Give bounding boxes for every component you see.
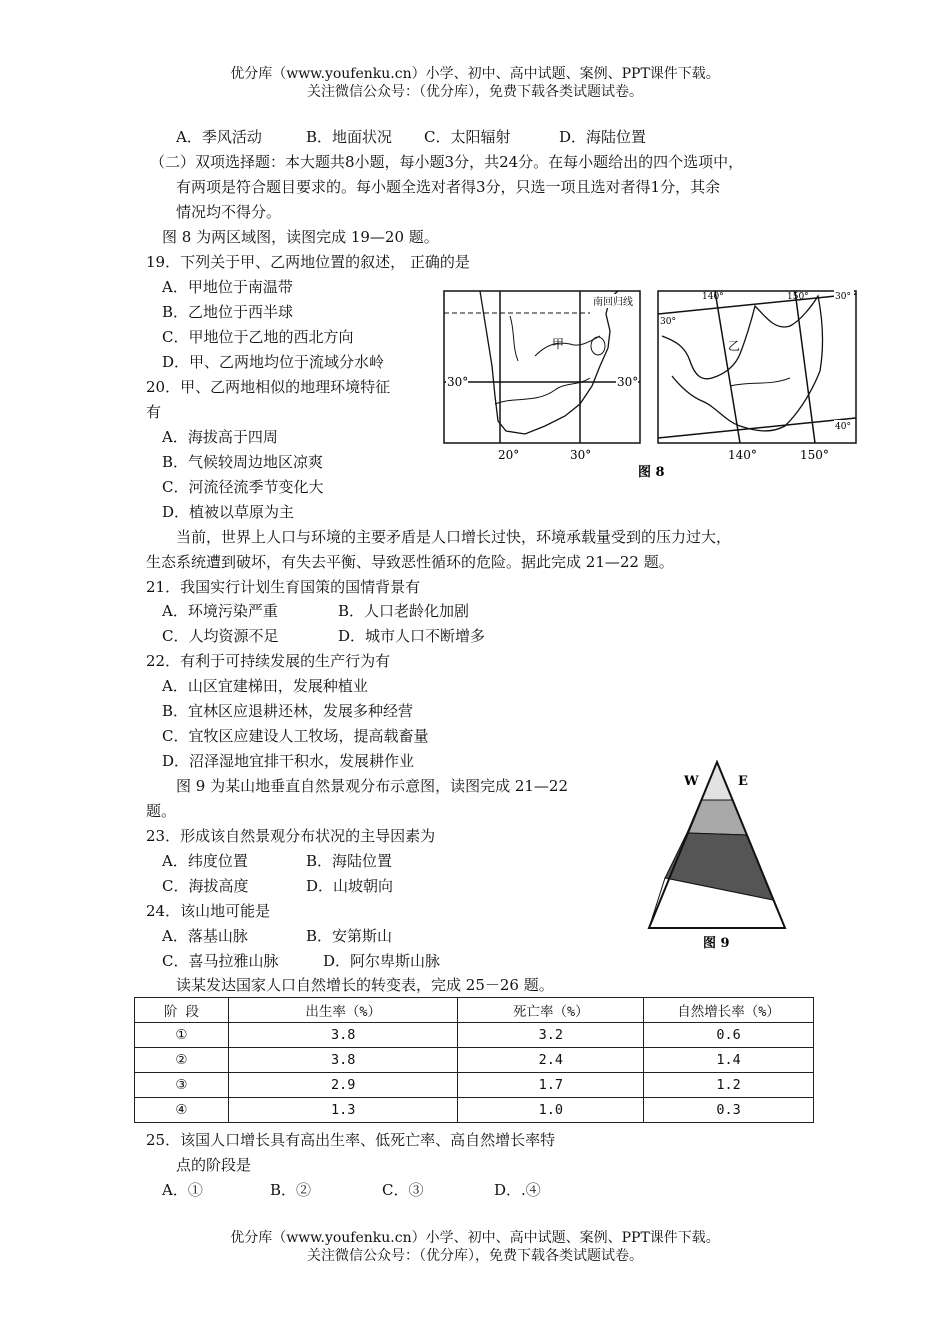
fig8-lat-right-label: 30° — [617, 375, 639, 389]
table-row — [135, 1048, 814, 1073]
fig8-right-lon-bot-150: 150° — [800, 448, 829, 462]
q20-option-c: C．河流径流季节变化大 — [162, 478, 324, 496]
q18-option-c: C．太阳辐射 — [424, 128, 511, 146]
fig8-right-lon-top-150: 150° — [787, 292, 809, 302]
q19-option-d: D．甲、乙两地均位于流域分水岭 — [162, 353, 385, 371]
q24-option-b: B．安第斯山 — [306, 927, 393, 945]
q25-stem-2: 点的阶段是 — [176, 1156, 252, 1174]
footer-line-1: 优分库（www.youfenku.cn）小学、初中、高中试题、案例、PPT课件下载。 — [230, 1230, 720, 1246]
q18-option-d: D．海陆位置 — [559, 128, 647, 146]
fig8-right-lat-bottom-right: 40° — [835, 422, 851, 432]
header-line-1: 优分库（www.youfenku.cn）小学、初中、高中试题、案例、PPT课件下载。 — [230, 66, 720, 82]
q18-option-a: A．季风活动 — [176, 128, 262, 146]
table-cell: ④ — [135, 1098, 229, 1123]
table-cell: ② — [135, 1048, 229, 1073]
q25-option-c: C．③ — [382, 1181, 424, 1199]
fig8-lat-left-label: 30° — [447, 375, 469, 389]
q23-option-b: B．海陆位置 — [306, 852, 393, 870]
header-line-2: 关注微信公众号：（优分库），免费下载各类试题试卷。 — [307, 84, 643, 100]
intro-19-20: 图 8 为两区域图，读图完成 19—20 题。 — [162, 228, 439, 246]
table-header-row — [135, 998, 814, 1023]
q24-option-c: C．喜马拉雅山脉 — [162, 952, 279, 970]
section2-line-1: （二）双项选择题：本大题共8小题，每小题3分，共24分。在每小题给出的四个选项中， — [150, 153, 744, 171]
table-row — [135, 1073, 814, 1098]
q23-option-a: A．纬度位置 — [162, 852, 248, 870]
fig9-zone-top — [701, 762, 733, 800]
table-cell: 2.4 — [458, 1048, 644, 1073]
q20-stem-2: 有 — [146, 403, 162, 421]
q25-option-d: D．.④ — [494, 1181, 541, 1199]
fig8-right-lat-top-right: 30° — [835, 292, 851, 302]
q25-option-b: B．② — [270, 1181, 312, 1199]
table-row — [135, 1023, 814, 1048]
fig9-west-label: W — [684, 774, 699, 789]
q22-option-d: D．沼泽湿地宜排干积水，发展耕作业 — [162, 752, 415, 770]
q19-option-c: C．甲地位于乙地的西北方向 — [162, 328, 354, 346]
section2-line-2: 有两项是符合题目要求的。每小题全选对者得3分，只选一项且选对者得1分，其余 — [176, 178, 721, 196]
table-cell: 3.8 — [228, 1023, 458, 1048]
fig8-place-jia: 甲 — [552, 337, 565, 351]
table-cell: 2.9 — [228, 1073, 458, 1098]
q25-option-a: A．① — [162, 1181, 203, 1199]
fig8-right-lat-left: 30° — [660, 317, 676, 327]
fig8-lon-label-30: 30° — [570, 448, 592, 462]
q19-stem: 19．下列关于甲、乙两地位置的叙述， 正确的是 — [146, 253, 470, 271]
table-header-death-rate: 死亡率（%） — [458, 998, 644, 1023]
q21-stem: 21．我国实行计划生育国策的国情背景有 — [146, 578, 421, 596]
table-cell: 3.2 — [458, 1023, 644, 1048]
q19-option-a: A．甲地位于南温带 — [162, 278, 293, 296]
table-cell: ① — [135, 1023, 229, 1048]
q18-option-b: B．地面状况 — [306, 128, 393, 146]
para-21-22-line-1: 当前，世界上人口与环境的主要矛盾是人口增长过快，环境承载量受到的压力过大， — [176, 528, 732, 546]
table-cell: 1.4 — [644, 1048, 814, 1073]
table-header-natural-growth: 自然增长率（%） — [644, 998, 814, 1023]
table-header-birth-rate: 出生率（%） — [228, 998, 458, 1023]
fig8-right-map-frame — [658, 291, 856, 443]
figure-9 — [640, 760, 790, 955]
q24-stem: 24．该山地可能是 — [146, 902, 271, 920]
q19-option-b: B．乙地位于西半球 — [162, 303, 294, 321]
fig9-caption: 图 9 — [703, 936, 730, 951]
q23-option-c: C．海拔高度 — [162, 877, 249, 895]
table-header-stage: 阶 段 — [135, 998, 229, 1023]
table-cell: 0.3 — [644, 1098, 814, 1123]
table-row — [135, 1098, 814, 1123]
q25-stem-1: 25．该国人口增长具有高出生率、低死亡率、高自然增长率特 — [146, 1131, 556, 1149]
population-transition-table — [134, 997, 814, 1123]
para-21-22-line-2: 生态系统遭到破坏，有失去平衡、导致恶性循环的危险。据此完成 21—22 题。 — [146, 553, 674, 571]
fig8-right-lon-top-140: 140° — [702, 292, 724, 302]
fig8-tropic-label: 南回归线 — [593, 297, 633, 308]
table-cell: 1.0 — [458, 1098, 644, 1123]
q20-stem-1: 20．甲、乙两地相似的地理环境特征 — [146, 378, 391, 396]
q22-option-a: A．山区宜建梯田，发展种植业 — [162, 677, 368, 695]
table-cell: 1.2 — [644, 1073, 814, 1098]
q23-stem: 23．形成该自然景观分布状况的主导因素为 — [146, 827, 436, 845]
table-cell: 0.6 — [644, 1023, 814, 1048]
q22-stem: 22．有利于可持续发展的生产行为有 — [146, 652, 391, 670]
q22-option-c: C．宜牧区应建设人工牧场，提高载畜量 — [162, 727, 429, 745]
figure-8 — [440, 286, 860, 482]
table-cell: ③ — [135, 1073, 229, 1098]
q20-option-b: B．气候较周边地区凉爽 — [162, 453, 324, 471]
fig8-left-map-frame — [444, 291, 640, 443]
fig8-right-lon-bot-140: 140° — [728, 448, 757, 462]
fig9-zone-upper — [687, 800, 747, 835]
q22-option-b: B．宜林区应退耕还林，发展多种经营 — [162, 702, 414, 720]
table-cell: 1.3 — [228, 1098, 458, 1123]
q23-option-d: D．山坡朝向 — [306, 877, 394, 895]
table-cell: 3.8 — [228, 1048, 458, 1073]
intro-23-24-line-1: 图 9 为某山地垂直自然景观分布示意图，读图完成 21—22 — [176, 777, 569, 795]
footer-line-2: 关注微信公众号：（优分库），免费下载各类试题试卷。 — [307, 1248, 643, 1264]
q20-option-d: D．植被以草原为主 — [162, 503, 295, 521]
table-cell: 1.7 — [458, 1073, 644, 1098]
section2-line-3: 情况均不得分。 — [176, 203, 282, 221]
q20-option-a: A．海拔高于四周 — [162, 428, 278, 446]
q24-option-d: D．阿尔卑斯山脉 — [323, 952, 441, 970]
fig8-caption: 图 8 — [638, 465, 665, 480]
q21-option-b: B．人口老龄化加剧 — [338, 602, 470, 620]
intro-25-26: 读某发达国家人口自然增长的转变表，完成 25－26 题。 — [176, 976, 554, 994]
fig9-east-label: E — [738, 774, 748, 789]
intro-23-24-line-2: 题。 — [146, 802, 177, 820]
q21-option-c: C．人均资源不足 — [162, 627, 279, 645]
q21-option-a: A．环境污染严重 — [162, 602, 278, 620]
fig8-place-yi: 乙 — [728, 339, 741, 353]
q21-option-d: D．城市人口不断增多 — [338, 627, 486, 645]
q24-option-a: A．落基山脉 — [162, 927, 248, 945]
fig8-lon-label-20: 20° — [498, 448, 520, 462]
